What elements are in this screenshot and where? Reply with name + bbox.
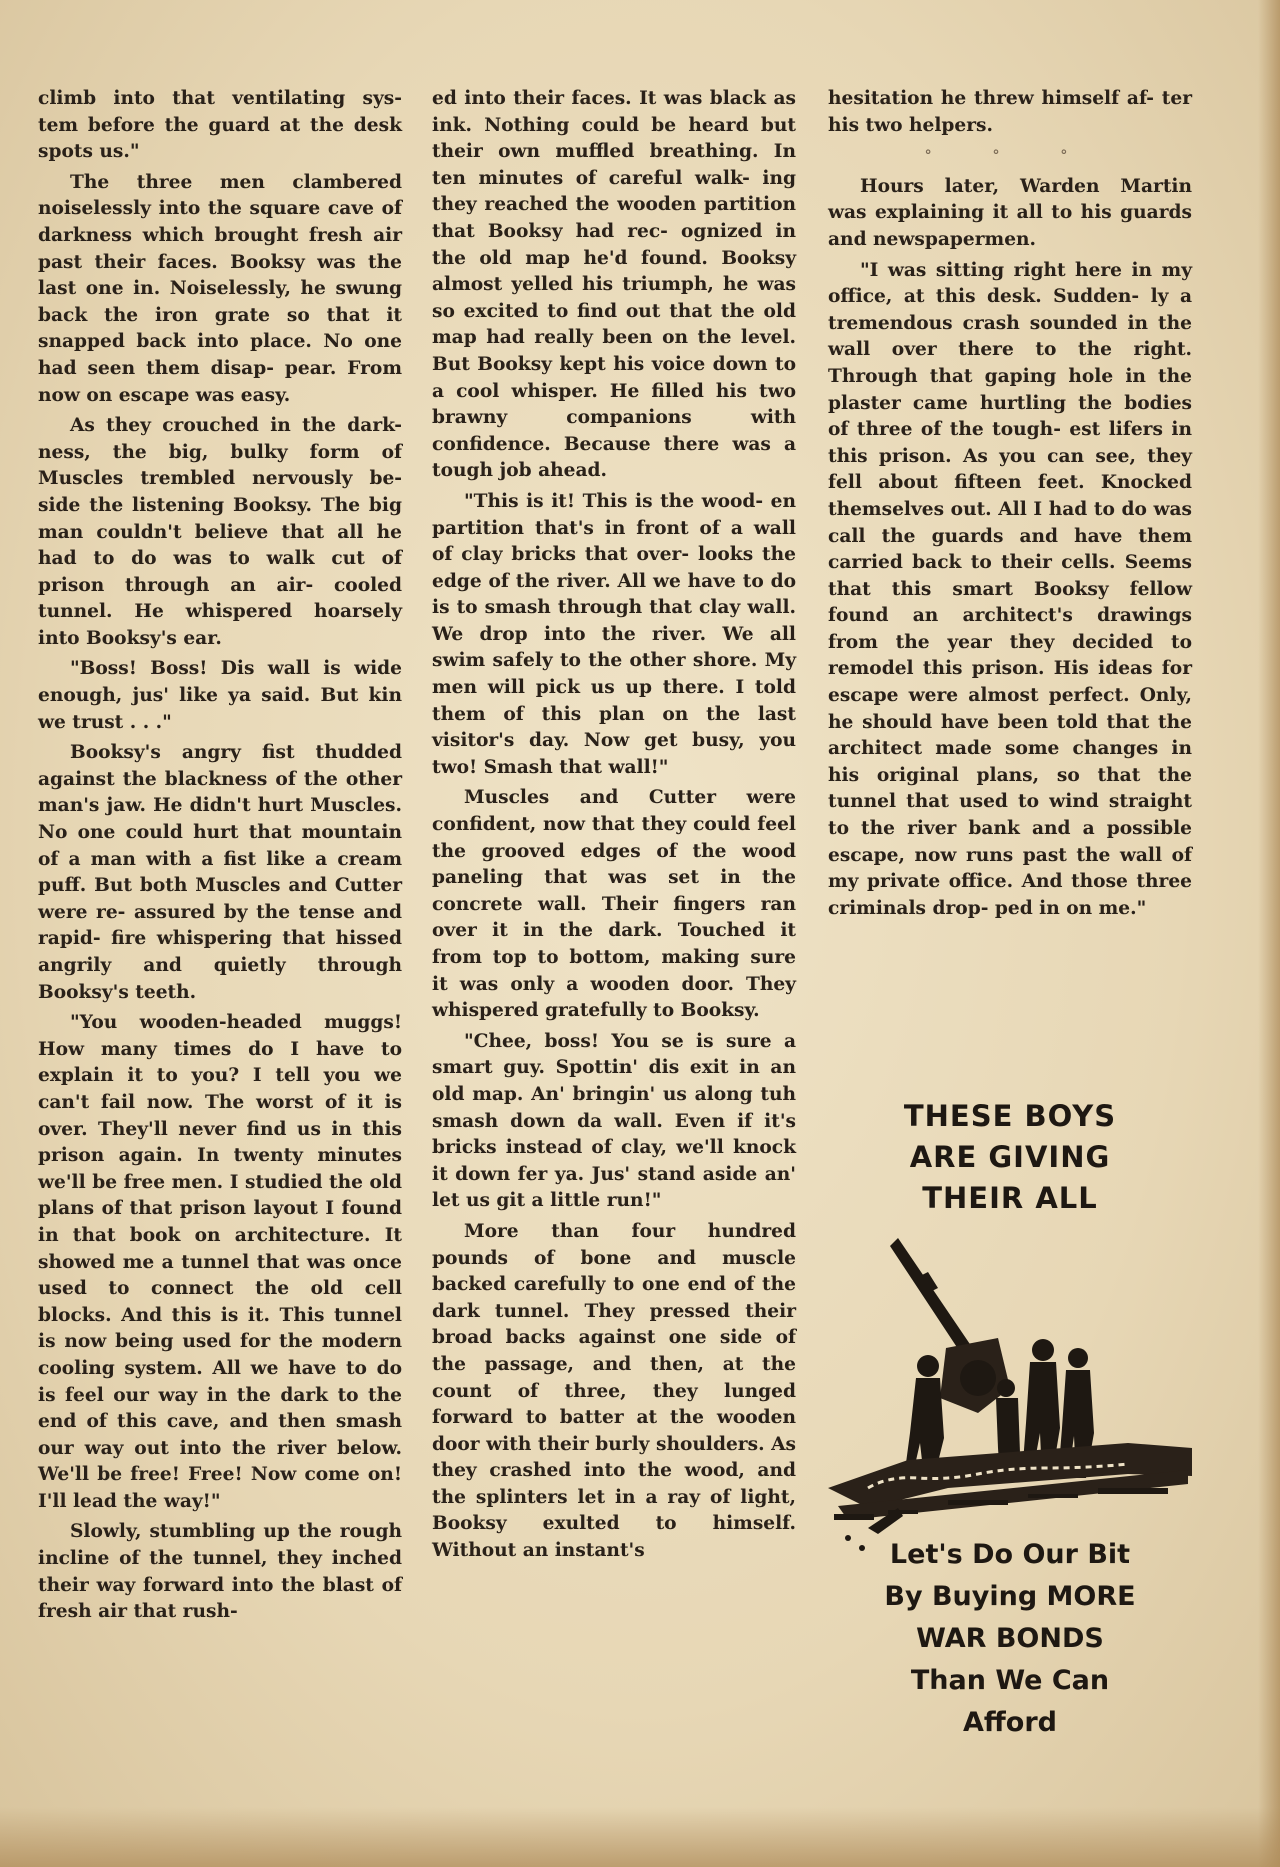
paragraph: "I was sitting right here in my office, at this desk. Sudden- ly a tremendous crash sounded in the wall over there to the right. Through that gaping hole in the plaster came hurtling the bodies of three of the tough- est lifers in this prison. As you can see, they fell about fifteen feet. Knocked themselves out. All I had to do was call the guards and have them carried back to their cells. Seems that this smart Booksy fellow found an architect's drawings from the year they decided to remodel this prison. His ideas for escape were almost perfect. Only, he should have been told that the architect made some changes in his original plans, so that the tunnel that used to wind straight to the river bank and a possible escape, now runs past the wall of my private office. And those three criminals drop- ped in on me." xyxy=(828,259,1192,919)
ad-headline xyxy=(828,1096,1192,1219)
text-column-2 xyxy=(432,86,796,1569)
page-bottom-shadow xyxy=(0,1807,1280,1867)
ad-slogan-line: Let's Do Our Bit xyxy=(889,1539,1131,1570)
paragraph: "This is it! This is the wood- en partition that's in front of a wall of clay bricks that over- looks the edge of the river. All we have to do is to smash through that clay wall. We drop into the river. We all swim safely to the other shore. My men will pick us up there. I told them of this plan on the last visitor's day. Now get busy, you two! Smash that wall!" xyxy=(432,490,796,778)
paragraph: Slowly, stumbling up the rough incline of the tunnel, they inched their way forward into the blast of fresh air that rush- xyxy=(38,1521,402,1623)
ad-headline-line: ARE GIVING xyxy=(909,1140,1111,1174)
ad-slogan-line: By Buying MORE xyxy=(884,1581,1136,1612)
ad-headline-line: THESE BOYS xyxy=(903,1099,1117,1133)
ad-headline-line: THEIR ALL xyxy=(922,1181,1098,1215)
war-bonds-ad xyxy=(828,1092,1192,1752)
ad-slogan-line: Afford xyxy=(963,1707,1057,1738)
paragraph: Booksy's angry fist thudded against the blackness of the other man's jaw. He didn't hurt Muscles. No one could hurt that mountain of a man with a fist like a cream puff. But both Muscles and Cutter were re- assured by the tense and rapid- fire whispering that hissed angrily and quietly through Booksy's teeth. xyxy=(38,742,402,1003)
paragraph: "Boss! Boss! Dis wall is wide enough, jus' like ya said. But kin we trust . . ." xyxy=(38,658,402,733)
paragraph: Hours later, Warden Martin was explaining it all to his guards and newspapermen. xyxy=(828,175,1192,250)
paragraph: "You wooden-headed muggs! How many times do I have to explain it to you? I tell you we can't fail now. The worst of it is over. They'll never find us in this prison again. In twenty minutes we'll be free men. I studied the old plans of that prison layout I found in that book on architecture. It showed me a tunnel that was once used to connect the old cell blocks. And this is it. This tunnel is now being used for the modern cooling system. All we have to do is feel our way in the dark to the end of this cave, and then smash our way out into the river below. We'll be free! Free! Now come on! I'll lead the way!" xyxy=(38,1012,402,1512)
ad-slogan xyxy=(828,1534,1192,1744)
text-column-1 xyxy=(38,86,402,1630)
page-edge-shadow xyxy=(1258,0,1280,1867)
paragraph: hesitation he threw himself af- ter his two helpers. xyxy=(828,88,1192,136)
paragraph: Muscles and Cutter were confident, now that they could feel the grooved edges of the wood paneling that was set in the concrete wall. Their fingers ran over it in the dark. Touched it from top to bottom, making sure it was only a wooden door. They whispered gratefully to Booksy. xyxy=(432,787,796,1022)
section-separator: ° ° ° xyxy=(924,148,1096,165)
paragraph: As they crouched in the dark- ness, the big, bulky form of Muscles trembled nervously be- side the listening Booksy. The big man couldn't believe that all he had to do was to walk cut of prison through an air- cooled tunnel. He whispered hoarsely into Booksy's ear. xyxy=(38,415,402,649)
ad-slogan-line: Than We Can xyxy=(910,1665,1110,1696)
text-column-3 xyxy=(828,86,1192,926)
paragraph: More than four hundred pounds of bone and muscle backed carefully to one end of the dark tunnel. They pressed their broad backs against one side of the passage, and then, at the count of three, they lunged forward to batter at the wooden door with their burly shoulders. As they crashed into the wood, and the splinters let in a ray of light, Booksy exulted to himself. Without an instant's xyxy=(432,1220,796,1562)
ad-slogan-line: WAR BONDS xyxy=(916,1623,1104,1654)
paragraph: ed into their faces. It was black as ink. Nothing could be heard but their own muffled breathing. In ten minutes of careful walk- ing they reached the wooden partition that Booksy had rec- ognized in the old map he'd found. Booksy almost yelled his triumph, he was so excited to find out that the old map had really been on the level. But Booksy kept his voice down to a cool whisper. He filled his two brawny companions with confidence. Because there was a tough job ahead. xyxy=(432,88,796,482)
paragraph: climb into that ventilating sys- tem before the guard at the desk spots us." xyxy=(38,88,402,163)
paragraph: "Chee, boss! You se is sure a smart guy. Spottin' dis exit in an old map. An' bringin' us along tuh smash down da wall. Even if it's bricks instead of clay, we'll knock it down fer ya. Jus' stand aside an' let us git a little run!" xyxy=(432,1030,796,1212)
paragraph: The three men clambered noiselessly into the square cave of darkness which brought fresh air past their faces. Booksy was the last one in. Noiselessly, he swung back the iron grate so that it snapped back into place. No one had seen them disap- pear. From now on escape was easy. xyxy=(38,171,402,406)
